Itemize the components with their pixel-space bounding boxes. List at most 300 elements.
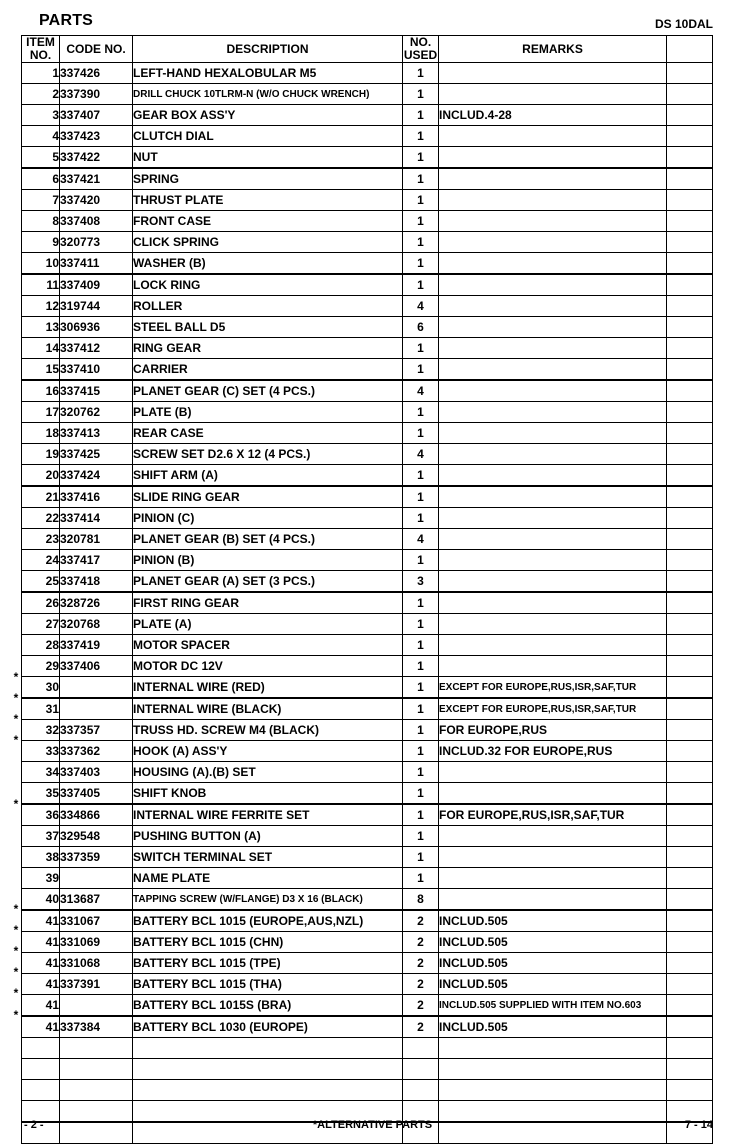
remarks-cell (439, 84, 667, 105)
item-no-cell: 4 (22, 126, 60, 147)
description-cell: PINION (B) (133, 550, 403, 571)
description-cell: LOCK RING (133, 274, 403, 296)
blank-cell (667, 677, 713, 699)
blank-cell (667, 974, 713, 995)
no-used-cell: 1 (403, 423, 439, 444)
item-no-cell: 41 (22, 953, 60, 974)
no-used-cell: 1 (403, 847, 439, 868)
code-no-cell: 337410 (60, 359, 133, 381)
table-row (22, 423, 713, 444)
remarks-cell (439, 402, 667, 423)
item-no-cell: 41 (22, 1016, 60, 1038)
table-row (22, 868, 713, 889)
remarks-cell (439, 274, 667, 296)
blank-cell (667, 296, 713, 317)
code-no-cell: 337418 (60, 571, 133, 593)
no-used-cell: 2 (403, 974, 439, 995)
description-cell: WASHER (B) (133, 253, 403, 275)
no-used-cell: 1 (403, 84, 439, 105)
col-header-code-no: CODE NO. (60, 36, 133, 63)
blank-cell (667, 783, 713, 805)
table-row (22, 529, 713, 550)
remarks-cell: FOR EUROPE,RUS (439, 720, 667, 741)
item-no-cell: 39 (22, 868, 60, 889)
code-no-cell: 320768 (60, 614, 133, 635)
code-no-cell (60, 1080, 133, 1101)
item-no-cell: 41 (22, 932, 60, 953)
model-number: DS 10DAL (654, 17, 713, 31)
remarks-cell (439, 465, 667, 487)
table-row (22, 147, 713, 169)
description-cell: FIRST RING GEAR (133, 592, 403, 614)
no-used-cell (403, 1038, 439, 1059)
description-cell: PINION (C) (133, 508, 403, 529)
item-no-cell (22, 1080, 60, 1101)
col-header-item-no: ITEM NO. (22, 36, 60, 63)
table-row (22, 317, 713, 338)
remarks-cell (439, 211, 667, 232)
no-used-cell: 3 (403, 571, 439, 593)
no-used-cell: 6 (403, 317, 439, 338)
table-row (22, 889, 713, 911)
no-used-cell: 1 (403, 105, 439, 126)
description-cell: NAME PLATE (133, 868, 403, 889)
remarks-cell: FOR EUROPE,RUS,ISR,SAF,TUR (439, 804, 667, 826)
no-used-cell: 1 (403, 253, 439, 275)
remarks-cell (439, 253, 667, 275)
no-used-cell: 1 (403, 635, 439, 656)
item-no-cell: 23 (22, 529, 60, 550)
table-row (22, 1038, 713, 1059)
blank-cell (667, 762, 713, 783)
item-no-cell: 41 (22, 995, 60, 1017)
code-no-cell: 337357 (60, 720, 133, 741)
remarks-cell (439, 190, 667, 211)
no-used-cell: 1 (403, 783, 439, 805)
table-row (22, 84, 713, 105)
table-row (22, 168, 713, 190)
item-no-cell (22, 1038, 60, 1059)
table-row (22, 465, 713, 487)
no-used-cell: 1 (403, 550, 439, 571)
code-no-cell: 331067 (60, 910, 133, 932)
item-no-cell: 38 (22, 847, 60, 868)
remarks-cell (439, 508, 667, 529)
page-title: PARTS (39, 12, 94, 29)
no-used-cell: 8 (403, 889, 439, 911)
item-no-cell: 27 (22, 614, 60, 635)
blank-cell (667, 423, 713, 444)
code-no-cell: 337407 (60, 105, 133, 126)
blank-cell (667, 359, 713, 381)
parts-table (21, 35, 713, 1144)
remarks-cell (439, 168, 667, 190)
remarks-cell (439, 359, 667, 381)
code-no-cell: 337424 (60, 465, 133, 487)
blank-cell (667, 147, 713, 169)
no-used-cell: 2 (403, 953, 439, 974)
blank-cell (667, 317, 713, 338)
table-row (22, 656, 713, 677)
blank-cell (667, 84, 713, 105)
page-number: - 2 - (24, 1119, 44, 1131)
code-no-cell: 331068 (60, 953, 133, 974)
blank-cell (667, 232, 713, 253)
description-cell: STEEL BALL D5 (133, 317, 403, 338)
table-row (22, 380, 713, 402)
code-no-cell: 337423 (60, 126, 133, 147)
code-no-cell: 337415 (60, 380, 133, 402)
blank-cell (667, 126, 713, 147)
code-no-cell: 337406 (60, 656, 133, 677)
code-no-cell: 329548 (60, 826, 133, 847)
col-header-no-used: NO. USED (403, 35, 438, 62)
alternative-part-marker: * (13, 796, 19, 811)
remarks-cell (439, 296, 667, 317)
description-cell: BATTERY BCL 1015 (THA) (133, 974, 403, 995)
description-cell: FRONT CASE (133, 211, 403, 232)
blank-cell (667, 1016, 713, 1038)
description-cell: PLANET GEAR (C) SET (4 PCS.) (133, 380, 403, 402)
code-no-cell: 320781 (60, 529, 133, 550)
description-cell: SCREW SET D2.6 X 12 (4 PCS.) (133, 444, 403, 465)
alternative-part-marker: * (13, 1007, 19, 1022)
description-cell: HOOK (A) ASS'Y (133, 741, 403, 762)
no-used-cell: 1 (403, 656, 439, 677)
blank-cell (667, 444, 713, 465)
description-cell: GEAR BOX ASS'Y (133, 105, 403, 126)
remarks-cell: EXCEPT FOR EUROPE,RUS,ISR,SAF,TUR (439, 677, 667, 699)
remarks-cell (439, 762, 667, 783)
remarks-cell (439, 380, 667, 402)
table-row (22, 550, 713, 571)
code-no-cell: 337420 (60, 190, 133, 211)
code-no-cell: 337414 (60, 508, 133, 529)
item-no-cell: 37 (22, 826, 60, 847)
item-no-cell: 5 (22, 147, 60, 169)
item-no-cell: 30 (22, 677, 60, 699)
item-no-cell: 2 (22, 84, 60, 105)
description-cell: INTERNAL WIRE FERRITE SET (133, 804, 403, 826)
no-used-cell: 1 (403, 762, 439, 783)
item-no-cell: 13 (22, 317, 60, 338)
description-cell: NUT (133, 147, 403, 169)
blank-cell (667, 338, 713, 359)
blank-cell (667, 826, 713, 847)
table-row (22, 571, 713, 593)
item-no-cell: 22 (22, 508, 60, 529)
no-used-cell: 1 (403, 190, 439, 211)
no-used-cell: 1 (403, 359, 439, 381)
code-no-cell: 334866 (60, 804, 133, 826)
no-used-cell: 4 (403, 529, 439, 550)
parts-table-body (22, 63, 713, 1144)
description-cell: INTERNAL WIRE (RED) (133, 677, 403, 699)
item-no-cell: 24 (22, 550, 60, 571)
no-used-cell: 2 (403, 995, 439, 1017)
no-used-cell: 1 (403, 486, 439, 508)
blank-cell (667, 529, 713, 550)
code-no-cell (60, 868, 133, 889)
code-no-cell: 319744 (60, 296, 133, 317)
description-cell: MOTOR SPACER (133, 635, 403, 656)
item-no-cell: 31 (22, 698, 60, 720)
alternative-part-marker: * (13, 733, 19, 748)
table-row (22, 402, 713, 423)
code-no-cell: 337422 (60, 147, 133, 169)
blank-cell (667, 465, 713, 487)
remarks-cell (439, 338, 667, 359)
no-used-cell: 2 (403, 932, 439, 953)
item-no-cell: 14 (22, 338, 60, 359)
item-no-cell: 20 (22, 465, 60, 487)
item-no-cell: 41 (22, 910, 60, 932)
no-used-cell: 4 (403, 444, 439, 465)
table-row (22, 1059, 713, 1080)
code-no-cell: 337403 (60, 762, 133, 783)
code-no-cell: 328726 (60, 592, 133, 614)
table-row (22, 804, 713, 826)
remarks-cell (439, 550, 667, 571)
blank-cell (667, 804, 713, 826)
code-no-cell: 337409 (60, 274, 133, 296)
remarks-cell (439, 571, 667, 593)
table-row (22, 253, 713, 275)
alternative-part-marker: * (13, 965, 19, 980)
description-cell: SPRING (133, 168, 403, 190)
item-no-cell: 10 (22, 253, 60, 275)
remarks-cell: INCLUD.32 FOR EUROPE,RUS (439, 741, 667, 762)
blank-cell (667, 1080, 713, 1101)
code-no-cell: 337362 (60, 741, 133, 762)
item-no-cell: 25 (22, 571, 60, 593)
blank-cell (667, 889, 713, 911)
table-row (22, 274, 713, 296)
code-no-cell: 337426 (60, 63, 133, 84)
code-no-cell (60, 1038, 133, 1059)
description-cell: TAPPING SCREW (W/FLANGE) D3 X 16 (BLACK) (133, 889, 403, 911)
alternative-part-marker: * (13, 669, 19, 684)
description-cell: SWITCH TERMINAL SET (133, 847, 403, 868)
no-used-cell: 1 (403, 826, 439, 847)
blank-cell (667, 741, 713, 762)
blank-cell (667, 995, 713, 1017)
table-row (22, 826, 713, 847)
table-row (22, 105, 713, 126)
no-used-cell: 4 (403, 296, 439, 317)
no-used-cell: 1 (403, 508, 439, 529)
no-used-cell: 4 (403, 380, 439, 402)
blank-cell (667, 486, 713, 508)
blank-cell (667, 847, 713, 868)
item-no-cell: 40 (22, 889, 60, 911)
item-no-cell: 7 (22, 190, 60, 211)
table-row (22, 63, 713, 84)
blank-cell (667, 253, 713, 275)
description-cell: REAR CASE (133, 423, 403, 444)
remarks-cell (439, 529, 667, 550)
description-cell: SHIFT ARM (A) (133, 465, 403, 487)
col-header-remarks: REMARKS (439, 36, 667, 63)
alternative-part-marker: * (13, 986, 19, 1001)
blank-cell (667, 656, 713, 677)
no-used-cell: 1 (403, 868, 439, 889)
code-no-cell: 337408 (60, 211, 133, 232)
description-cell (133, 1080, 403, 1101)
code-no-cell: 337421 (60, 168, 133, 190)
blank-cell (667, 105, 713, 126)
no-used-cell: 1 (403, 232, 439, 253)
no-used-cell: 1 (403, 126, 439, 147)
blank-cell (667, 402, 713, 423)
code-no-cell: 337391 (60, 974, 133, 995)
description-cell: CARRIER (133, 359, 403, 381)
remarks-cell (439, 1080, 667, 1101)
remarks-cell: INCLUD.505 (439, 910, 667, 932)
remarks-cell (439, 635, 667, 656)
description-cell: THRUST PLATE (133, 190, 403, 211)
table-row (22, 910, 713, 932)
table-row (22, 953, 713, 974)
description-cell (133, 1059, 403, 1080)
blank-cell (667, 614, 713, 635)
no-used-cell: 2 (403, 910, 439, 932)
alternative-part-marker: * (13, 691, 19, 705)
table-row (22, 698, 713, 720)
remarks-cell (439, 1059, 667, 1080)
description-cell: DRILL CHUCK 10TLRM-N (W/O CHUCK WRENCH) (133, 84, 403, 105)
item-no-cell: 1 (22, 63, 60, 84)
blank-cell (667, 550, 713, 571)
remarks-cell: INCLUD.505 (439, 1016, 667, 1038)
code-no-cell: 331069 (60, 932, 133, 953)
remarks-cell (439, 423, 667, 444)
item-no-cell: 8 (22, 211, 60, 232)
item-no-cell: 21 (22, 486, 60, 508)
blank-cell (667, 571, 713, 593)
table-header-row (22, 36, 713, 63)
item-no-cell: 3 (22, 105, 60, 126)
code-no-cell: 313687 (60, 889, 133, 911)
no-used-cell: 1 (403, 677, 439, 699)
item-no-cell: 32 (22, 720, 60, 741)
description-cell: BATTERY BCL 1030 (EUROPE) (133, 1016, 403, 1038)
alternative-part-marker: * (13, 944, 19, 959)
no-used-cell: 1 (403, 211, 439, 232)
remarks-cell (439, 868, 667, 889)
no-used-cell: 1 (403, 720, 439, 741)
remarks-cell (439, 656, 667, 677)
description-cell: BATTERY BCL 1015 (CHN) (133, 932, 403, 953)
remarks-cell (439, 592, 667, 614)
table-row (22, 508, 713, 529)
item-no-cell: 33 (22, 741, 60, 762)
blank-cell (667, 720, 713, 741)
remarks-cell: INCLUD.505 (439, 953, 667, 974)
remarks-cell (439, 1038, 667, 1059)
remarks-cell (439, 889, 667, 911)
item-no-cell: 12 (22, 296, 60, 317)
no-used-cell: 1 (403, 168, 439, 190)
table-row (22, 190, 713, 211)
code-no-cell: 337384 (60, 1016, 133, 1038)
description-cell: SLIDE RING GEAR (133, 486, 403, 508)
description-cell: PLANET GEAR (B) SET (4 PCS.) (133, 529, 403, 550)
description-cell: HOUSING (A).(B) SET (133, 762, 403, 783)
blank-cell (667, 1059, 713, 1080)
code-no-cell (60, 1059, 133, 1080)
remarks-cell (439, 317, 667, 338)
item-no-cell: 34 (22, 762, 60, 783)
table-row (22, 720, 713, 741)
remarks-cell (439, 232, 667, 253)
remarks-cell (439, 444, 667, 465)
code-no-cell: 306936 (60, 317, 133, 338)
blank-cell (667, 1038, 713, 1059)
code-no-cell (60, 995, 133, 1017)
description-cell (133, 1038, 403, 1059)
description-cell: PLATE (A) (133, 614, 403, 635)
table-row (22, 783, 713, 805)
item-no-cell: 41 (22, 974, 60, 995)
item-no-cell: 28 (22, 635, 60, 656)
table-row (22, 932, 713, 953)
table-row (22, 847, 713, 868)
table-row (22, 995, 713, 1017)
description-cell: PLATE (B) (133, 402, 403, 423)
blank-cell (667, 953, 713, 974)
blank-cell (667, 168, 713, 190)
blank-cell (667, 698, 713, 720)
no-used-cell: 2 (403, 1016, 439, 1038)
item-no-cell: 26 (22, 592, 60, 614)
item-no-cell: 35 (22, 783, 60, 805)
blank-cell (667, 508, 713, 529)
section-page-number: 7 - 14 (684, 1119, 713, 1131)
code-no-cell: 337411 (60, 253, 133, 275)
description-cell: SHIFT KNOB (133, 783, 403, 805)
description-cell: PLANET GEAR (A) SET (3 PCS.) (133, 571, 403, 593)
blank-cell (667, 932, 713, 953)
table-row (22, 762, 713, 783)
remarks-cell (439, 783, 667, 805)
item-no-cell: 9 (22, 232, 60, 253)
remarks-cell: EXCEPT FOR EUROPE,RUS,ISR,SAF,TUR (439, 698, 667, 720)
col-header-description: DESCRIPTION (133, 36, 403, 63)
blank-cell (667, 635, 713, 656)
col-header-blank (667, 36, 713, 63)
code-no-cell (60, 677, 133, 699)
code-no-cell: 337419 (60, 635, 133, 656)
code-no-cell: 320762 (60, 402, 133, 423)
no-used-cell (403, 1080, 439, 1101)
blank-cell (667, 592, 713, 614)
no-used-cell: 1 (403, 147, 439, 169)
remarks-cell (439, 486, 667, 508)
footer-note: *ALTERNATIVE PARTS (312, 1119, 433, 1131)
item-no-cell: 6 (22, 168, 60, 190)
code-no-cell: 337416 (60, 486, 133, 508)
remarks-cell: INCLUD.505 SUPPLIED WITH ITEM NO.603 (439, 995, 667, 1017)
blank-cell (667, 63, 713, 84)
table-row (22, 232, 713, 253)
table-row (22, 741, 713, 762)
no-used-cell: 1 (403, 804, 439, 826)
no-used-cell: 1 (403, 274, 439, 296)
item-no-cell: 11 (22, 274, 60, 296)
table-row (22, 444, 713, 465)
description-cell: BATTERY BCL 1015S (BRA) (133, 995, 403, 1017)
